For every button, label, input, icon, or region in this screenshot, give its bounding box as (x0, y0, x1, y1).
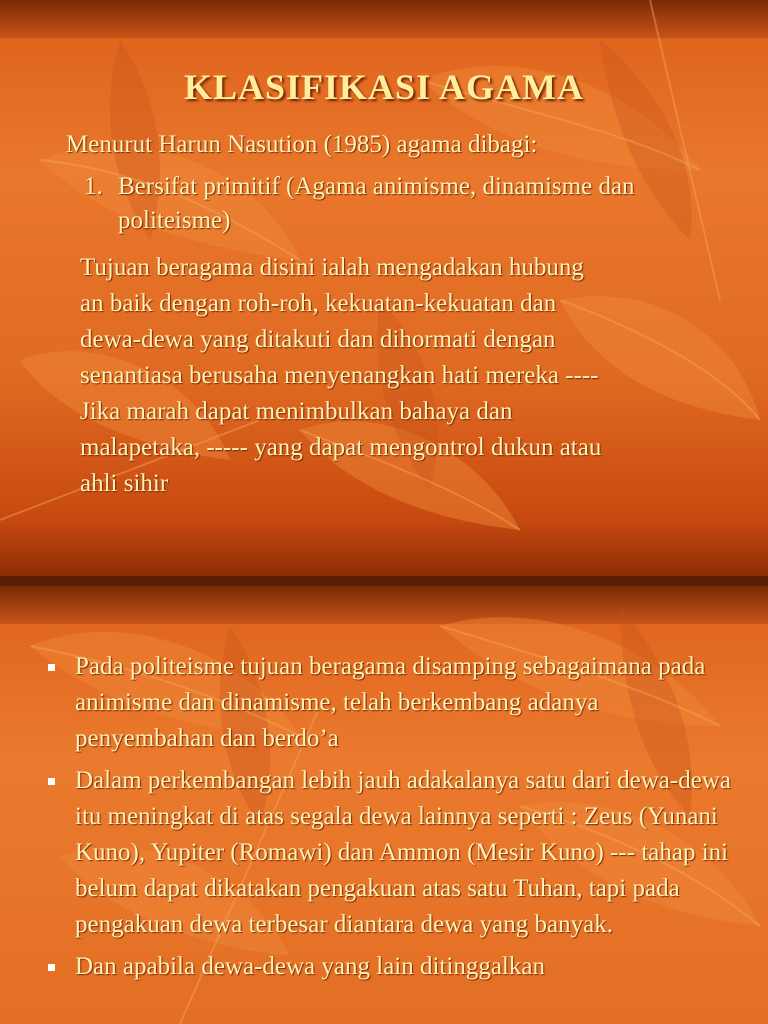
list-item (44, 763, 734, 943)
item-text: Bersifat primitif (Agama animisme, dinamisme dan politeisme) (118, 173, 635, 234)
paragraph-line: Jika marah dapat menimbulkan bahaya dan (80, 398, 513, 425)
paragraph-line: dewa-dewa yang ditakuti dan dihormati dengan (80, 326, 556, 353)
bullet-icon (48, 964, 55, 971)
numbered-item (84, 170, 724, 238)
bullet-icon (48, 664, 55, 671)
bullet-text: Dan apabila dewa-dewa yang lain ditinggalkan (75, 953, 545, 980)
paragraph-line: Tujuan beragama disini ialah mengadakan hubung (80, 254, 584, 281)
slide-2 (0, 586, 768, 1024)
item-number: 1. (84, 173, 103, 200)
bullet-list (44, 649, 734, 991)
slide-top-band (0, 586, 768, 624)
bullet-text: Dalam perkembangan lebih jauh adakalanya satu dari dewa-dewa itu meningkat di atas segala dewa lainnya seperti : Zeus (Yunani Kuno), Yupiter (Romawi) dan Ammon (Mesir Kuno) --- tahap ini belum dapat dikatakan pengakuan atas satu Tuhan, tapi pada pengakuan dewa terbesar diantara dewa yang banyak. (75, 767, 731, 938)
slide-divider (0, 576, 768, 586)
bullet-text: Pada politeisme tujuan beragama disamping sebagaimana pada animisme dan dinamisme, telah berkembang adanya penyembahan dan berdo’a (75, 653, 706, 752)
paragraph-line: malapetaka, ----- yang dapat mengontrol dukun atau (80, 434, 602, 461)
list-item (44, 949, 734, 985)
bullet-icon (48, 778, 55, 785)
body-paragraph (80, 250, 730, 502)
paragraph-line: senantiasa berusaha menyenangkan hati mereka ---- (80, 362, 599, 389)
paragraph-line: an baik dengan roh-roh, kekuatan-kekuatan dan (80, 290, 557, 317)
paragraph-line: ahli sihir (80, 470, 169, 497)
list-item (44, 649, 734, 757)
slide-top-band (0, 0, 768, 38)
intro-text: Menurut Harun Nasution (1985) agama dibagi: (66, 131, 538, 158)
slide-title: KLASIFIKASI AGAMA (183, 67, 585, 107)
